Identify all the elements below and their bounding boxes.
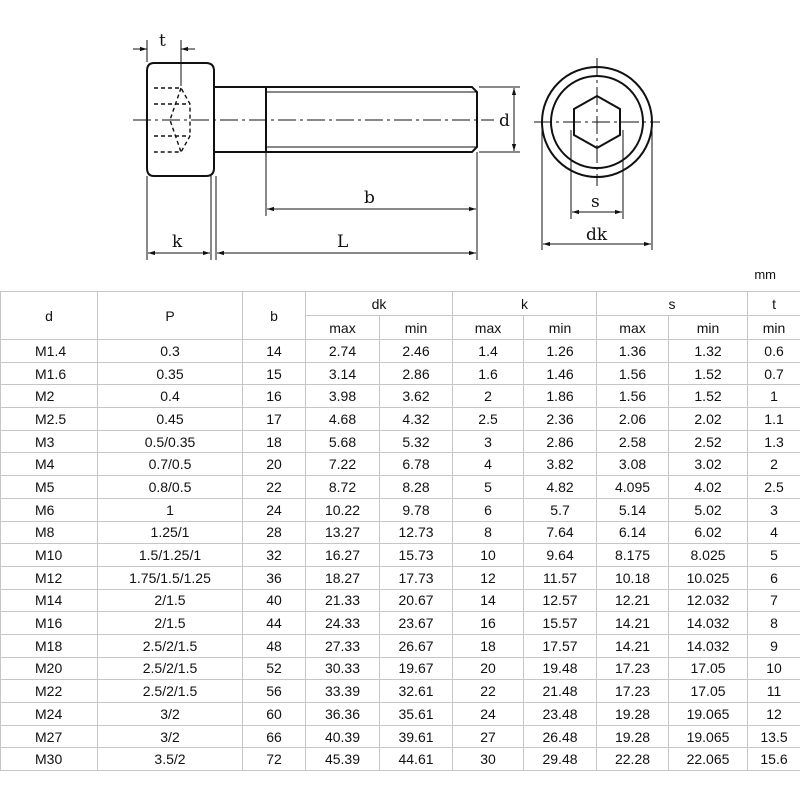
cell-dk-max: 33.39 (306, 680, 380, 703)
cell-p: 0.35 (98, 362, 243, 385)
table-row (1, 657, 800, 680)
cell-dk-max: 18.27 (306, 566, 380, 589)
cell-s-min: 19.065 (669, 703, 748, 726)
cell-k-max: 27 (453, 725, 524, 748)
cell-t-min: 12 (748, 703, 800, 726)
cell-b: 14 (243, 340, 306, 363)
cell-dk-min: 2.86 (380, 362, 453, 385)
cell-d: M20 (1, 657, 98, 680)
cell-p: 1.75/1.5/1.25 (98, 566, 243, 589)
cell-p: 1 (98, 498, 243, 521)
header-k-max: max (453, 316, 524, 340)
cell-dk-max: 3.98 (306, 385, 380, 408)
cell-t-min: 3 (748, 498, 800, 521)
cell-b: 15 (243, 362, 306, 385)
cell-s-max: 5.14 (597, 498, 669, 521)
table-row (1, 566, 800, 589)
cell-p: 0.8/0.5 (98, 476, 243, 499)
cell-k-min: 15.57 (524, 612, 597, 635)
cell-s-min: 8.025 (669, 544, 748, 567)
cell-k-min: 11.57 (524, 566, 597, 589)
cell-k-min: 5.7 (524, 498, 597, 521)
cell-d: M14 (1, 589, 98, 612)
header-dk: dk (306, 292, 453, 316)
table-row (1, 634, 800, 657)
header-s: s (597, 292, 748, 316)
cell-t-min: 15.6 (748, 748, 800, 771)
socket-head-cap-screw-drawing (0, 0, 800, 265)
cell-k-min: 1.26 (524, 340, 597, 363)
cell-t-min: 8 (748, 612, 800, 635)
cell-k-min: 4.82 (524, 476, 597, 499)
cell-t-min: 0.6 (748, 340, 800, 363)
cell-d: M24 (1, 703, 98, 726)
cell-dk-min: 15.73 (380, 544, 453, 567)
cell-dk-min: 12.73 (380, 521, 453, 544)
table-row (1, 680, 800, 703)
cell-b: 20 (243, 453, 306, 476)
cell-k-min: 1.86 (524, 385, 597, 408)
cell-s-min: 12.032 (669, 589, 748, 612)
cell-dk-max: 36.36 (306, 703, 380, 726)
header-b: b (243, 292, 306, 340)
cell-s-max: 17.23 (597, 680, 669, 703)
cell-k-min: 7.64 (524, 521, 597, 544)
cell-p: 2/1.5 (98, 589, 243, 612)
cell-p: 2.5/2/1.5 (98, 634, 243, 657)
cell-k-min: 17.57 (524, 634, 597, 657)
cell-k-min: 26.48 (524, 725, 597, 748)
cell-dk-min: 44.61 (380, 748, 453, 771)
header-P: P (98, 292, 243, 340)
cell-dk-max: 16.27 (306, 544, 380, 567)
cell-p: 3.5/2 (98, 748, 243, 771)
cell-dk-max: 40.39 (306, 725, 380, 748)
cell-s-min: 3.02 (669, 453, 748, 476)
unit-label: mm (754, 267, 776, 282)
cell-s-max: 1.36 (597, 340, 669, 363)
cell-t-min: 2 (748, 453, 800, 476)
cell-s-min: 1.52 (669, 385, 748, 408)
cell-dk-min: 26.67 (380, 634, 453, 657)
cell-p: 1.25/1 (98, 521, 243, 544)
cell-s-max: 6.14 (597, 521, 669, 544)
cell-b: 36 (243, 566, 306, 589)
cell-b: 22 (243, 476, 306, 499)
cell-k-max: 2.5 (453, 408, 524, 431)
cell-t-min: 11 (748, 680, 800, 703)
cell-b: 28 (243, 521, 306, 544)
dimension-k-L (147, 176, 477, 260)
cell-s-min: 17.05 (669, 657, 748, 680)
cell-dk-max: 27.33 (306, 634, 380, 657)
cell-b: 56 (243, 680, 306, 703)
cell-s-min: 19.065 (669, 725, 748, 748)
table-row (1, 544, 800, 567)
cell-k-max: 22 (453, 680, 524, 703)
cell-d: M10 (1, 544, 98, 567)
cell-p: 0.7/0.5 (98, 453, 243, 476)
cell-dk-max: 21.33 (306, 589, 380, 612)
screw-end-view (534, 58, 660, 186)
cell-dk-min: 39.61 (380, 725, 453, 748)
table-row (1, 430, 800, 453)
cell-dk-max: 10.22 (306, 498, 380, 521)
cell-d: M22 (1, 680, 98, 703)
cell-s-max: 14.21 (597, 612, 669, 635)
cell-s-min: 22.065 (669, 748, 748, 771)
cell-dk-max: 2.74 (306, 340, 380, 363)
cell-dk-max: 7.22 (306, 453, 380, 476)
cell-b: 66 (243, 725, 306, 748)
cell-s-min: 2.02 (669, 408, 748, 431)
table-row (1, 498, 800, 521)
table-row (1, 748, 800, 771)
cell-s-min: 1.52 (669, 362, 748, 385)
cell-d: M30 (1, 748, 98, 771)
cell-k-max: 20 (453, 657, 524, 680)
header-t-min: min (748, 316, 800, 340)
cell-dk-max: 5.68 (306, 430, 380, 453)
cell-k-max: 12 (453, 566, 524, 589)
cell-k-max: 14 (453, 589, 524, 612)
cell-dk-min: 9.78 (380, 498, 453, 521)
cell-dk-min: 32.61 (380, 680, 453, 703)
cell-dk-min: 17.73 (380, 566, 453, 589)
label-b: b (364, 188, 375, 208)
cell-s-min: 2.52 (669, 430, 748, 453)
cell-dk-min: 3.62 (380, 385, 453, 408)
cell-t-min: 1.1 (748, 408, 800, 431)
cell-s-max: 17.23 (597, 657, 669, 680)
cell-t-min: 9 (748, 634, 800, 657)
cell-k-max: 1.4 (453, 340, 524, 363)
cell-s-min: 14.032 (669, 612, 748, 635)
cell-s-max: 1.56 (597, 385, 669, 408)
cell-k-min: 2.36 (524, 408, 597, 431)
cell-dk-min: 6.78 (380, 453, 453, 476)
cell-k-max: 8 (453, 521, 524, 544)
cell-k-max: 5 (453, 476, 524, 499)
cell-p: 1.5/1.25/1 (98, 544, 243, 567)
cell-p: 3/2 (98, 703, 243, 726)
cell-dk-max: 4.68 (306, 408, 380, 431)
cell-b: 52 (243, 657, 306, 680)
cell-t-min: 1.3 (748, 430, 800, 453)
cell-d: M18 (1, 634, 98, 657)
cell-dk-min: 20.67 (380, 589, 453, 612)
cell-b: 16 (243, 385, 306, 408)
cell-dk-min: 2.46 (380, 340, 453, 363)
cell-d: M6 (1, 498, 98, 521)
cell-dk-min: 5.32 (380, 430, 453, 453)
table-row (1, 408, 800, 431)
cell-t-min: 13.5 (748, 725, 800, 748)
cell-s-min: 17.05 (669, 680, 748, 703)
cell-dk-max: 30.33 (306, 657, 380, 680)
cell-dk-max: 13.27 (306, 521, 380, 544)
cell-k-min: 9.64 (524, 544, 597, 567)
cell-k-max: 10 (453, 544, 524, 567)
header-k: k (453, 292, 597, 316)
cell-t-min: 6 (748, 566, 800, 589)
label-k: k (172, 232, 183, 252)
cell-s-min: 4.02 (669, 476, 748, 499)
cell-b: 24 (243, 498, 306, 521)
cell-dk-max: 45.39 (306, 748, 380, 771)
cell-s-max: 19.28 (597, 703, 669, 726)
cell-s-max: 22.28 (597, 748, 669, 771)
header-k-min: min (524, 316, 597, 340)
table-row (1, 476, 800, 499)
cell-k-max: 4 (453, 453, 524, 476)
cell-p: 2/1.5 (98, 612, 243, 635)
cell-k-max: 3 (453, 430, 524, 453)
cell-t-min: 2.5 (748, 476, 800, 499)
table-body (1, 340, 800, 771)
cell-t-min: 1 (748, 385, 800, 408)
table-row (1, 703, 800, 726)
cell-s-max: 10.18 (597, 566, 669, 589)
cell-k-min: 23.48 (524, 703, 597, 726)
cell-b: 72 (243, 748, 306, 771)
cell-d: M27 (1, 725, 98, 748)
cell-s-min: 1.32 (669, 340, 748, 363)
table-row (1, 521, 800, 544)
cell-k-max: 6 (453, 498, 524, 521)
cell-b: 48 (243, 634, 306, 657)
cell-p: 0.4 (98, 385, 243, 408)
cell-dk-min: 8.28 (380, 476, 453, 499)
cell-d: M2 (1, 385, 98, 408)
header-t: t (748, 292, 800, 316)
cell-b: 40 (243, 589, 306, 612)
table-row (1, 385, 800, 408)
table-row (1, 340, 800, 363)
cell-d: M12 (1, 566, 98, 589)
cell-k-min: 2.86 (524, 430, 597, 453)
cell-t-min: 0.7 (748, 362, 800, 385)
dimension-table (0, 291, 800, 771)
label-dk: dk (586, 225, 608, 245)
table-row (1, 453, 800, 476)
cell-k-min: 29.48 (524, 748, 597, 771)
cell-k-max: 2 (453, 385, 524, 408)
cell-t-min: 4 (748, 521, 800, 544)
cell-k-max: 18 (453, 634, 524, 657)
cell-k-max: 16 (453, 612, 524, 635)
cell-t-min: 7 (748, 589, 800, 612)
cell-b: 18 (243, 430, 306, 453)
cell-s-max: 3.08 (597, 453, 669, 476)
cell-k-min: 12.57 (524, 589, 597, 612)
cell-dk-max: 3.14 (306, 362, 380, 385)
label-t: t (159, 31, 166, 51)
cell-p: 2.5/2/1.5 (98, 680, 243, 703)
header-dk-max: max (306, 316, 380, 340)
header-row-1 (1, 292, 800, 316)
cell-s-max: 4.095 (597, 476, 669, 499)
table-row (1, 725, 800, 748)
cell-k-max: 30 (453, 748, 524, 771)
cell-s-max: 1.56 (597, 362, 669, 385)
cell-dk-max: 24.33 (306, 612, 380, 635)
cell-dk-min: 23.67 (380, 612, 453, 635)
cell-t-min: 5 (748, 544, 800, 567)
cell-t-min: 10 (748, 657, 800, 680)
cell-s-min: 6.02 (669, 521, 748, 544)
cell-b: 17 (243, 408, 306, 431)
cell-b: 60 (243, 703, 306, 726)
header-s-min: min (669, 316, 748, 340)
cell-d: M3 (1, 430, 98, 453)
cell-s-min: 14.032 (669, 634, 748, 657)
header-s-max: max (597, 316, 669, 340)
table-row (1, 362, 800, 385)
cell-k-min: 3.82 (524, 453, 597, 476)
cell-s-min: 10.025 (669, 566, 748, 589)
table-row (1, 589, 800, 612)
cell-s-max: 14.21 (597, 634, 669, 657)
cell-p: 0.3 (98, 340, 243, 363)
cell-d: M4 (1, 453, 98, 476)
cell-s-max: 19.28 (597, 725, 669, 748)
cell-d: M8 (1, 521, 98, 544)
cell-dk-min: 19.67 (380, 657, 453, 680)
label-s: s (591, 192, 600, 212)
cell-p: 0.45 (98, 408, 243, 431)
cell-p: 0.5/0.35 (98, 430, 243, 453)
cell-p: 2.5/2/1.5 (98, 657, 243, 680)
label-d: d (499, 111, 510, 131)
cell-s-max: 8.175 (597, 544, 669, 567)
cell-dk-max: 8.72 (306, 476, 380, 499)
cell-k-min: 21.48 (524, 680, 597, 703)
header-d: d (1, 292, 98, 340)
cell-s-max: 2.06 (597, 408, 669, 431)
cell-k-min: 1.46 (524, 362, 597, 385)
header-dk-min: min (380, 316, 453, 340)
cell-b: 44 (243, 612, 306, 635)
cell-d: M2.5 (1, 408, 98, 431)
cell-k-max: 24 (453, 703, 524, 726)
cell-k-max: 1.6 (453, 362, 524, 385)
cell-d: M1.4 (1, 340, 98, 363)
cell-d: M1.6 (1, 362, 98, 385)
cell-s-max: 2.58 (597, 430, 669, 453)
cell-k-min: 19.48 (524, 657, 597, 680)
cell-dk-min: 35.61 (380, 703, 453, 726)
cell-d: M16 (1, 612, 98, 635)
cell-s-max: 12.21 (597, 589, 669, 612)
table-row (1, 612, 800, 635)
cell-p: 3/2 (98, 725, 243, 748)
cell-dk-min: 4.32 (380, 408, 453, 431)
cell-s-min: 5.02 (669, 498, 748, 521)
cell-d: M5 (1, 476, 98, 499)
cell-b: 32 (243, 544, 306, 567)
label-L: L (337, 232, 349, 252)
